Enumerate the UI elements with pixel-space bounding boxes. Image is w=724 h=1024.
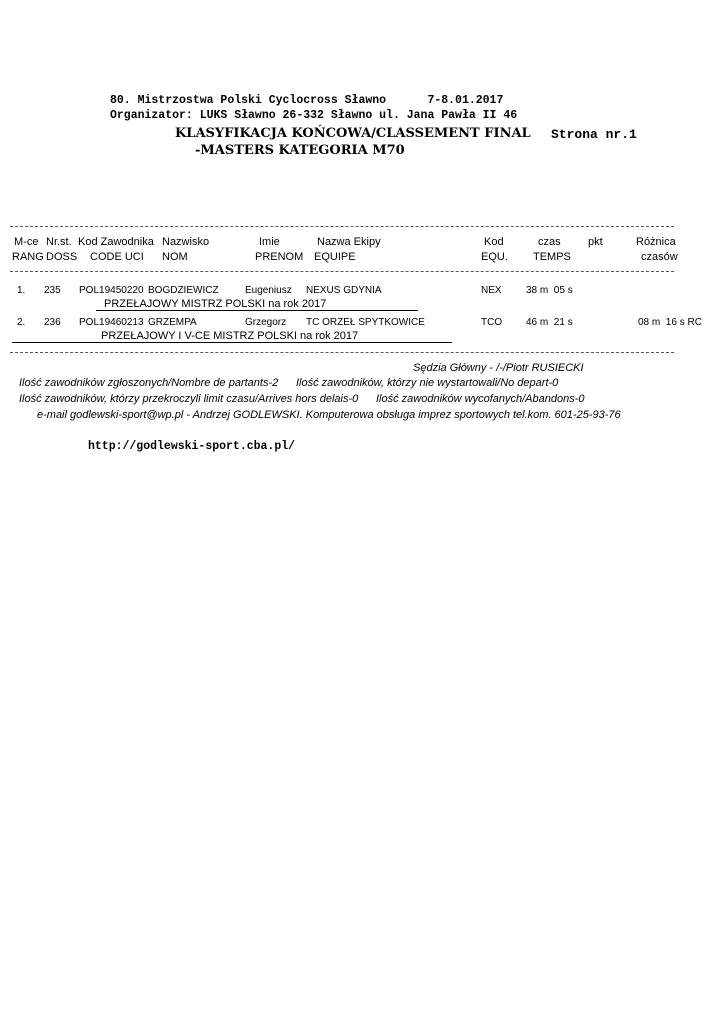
col-doss: DOSS — [46, 251, 78, 263]
col-rang: RANG — [12, 251, 44, 263]
result-title: PRZEŁAJOWY I V-CE MISTRZ POLSKI na rok 2017 — [101, 330, 359, 342]
row-underline — [96, 310, 418, 311]
divider-header — [10, 271, 674, 272]
result-team: NEXUS GDYNIA — [306, 285, 382, 296]
col-czas: czas — [538, 236, 561, 248]
result-place: 2. — [17, 317, 26, 328]
col-nazwisko: Nazwisko — [162, 236, 210, 248]
count-not-started: Ilość zawodników, którzy nie wystartowali/No depart-0 — [296, 377, 559, 389]
col-nrst: Nr.st. — [46, 236, 72, 248]
row-underline — [12, 342, 452, 343]
col-kod-zawodnika: Kod Zawodnika — [78, 236, 154, 248]
result-firstname: Eugeniusz — [245, 285, 292, 296]
result-code: NEX — [481, 285, 502, 296]
result-firstname: Grzegorz — [245, 317, 287, 328]
result-diff: 08 m 16 s RC — [638, 317, 702, 328]
result-dossard: 235 — [44, 285, 61, 296]
result-surname: BOGDZIEWICZ — [148, 285, 219, 296]
col-pkt: pkt — [588, 236, 603, 248]
result-title: PRZEŁAJOWY MISTRZ POLSKI na rok 2017 — [104, 298, 327, 310]
col-nom: NOM — [162, 251, 188, 263]
result-code: TCO — [481, 317, 503, 328]
count-time-limit: Ilość zawodników, którzy przekroczyli limit czasu/Arrives hors delais-0 — [19, 393, 359, 405]
result-time: 46 m 21 s — [526, 317, 573, 328]
col-temps: TEMPS — [533, 251, 571, 263]
organizer-line: Organizator: LUKS Sławno 26-332 Sławno ul. Jana Pawła II 46 — [110, 109, 518, 122]
chief-judge: Sędzia Główny - /-/Piotr RUSIECKI — [413, 362, 584, 374]
col-kod: Kod — [484, 236, 504, 248]
col-prenom: PRENOM — [255, 251, 304, 263]
result-time: 38 m 05 s — [526, 285, 573, 296]
result-place: 1. — [17, 285, 26, 296]
col-czasow: czasów — [641, 251, 678, 263]
col-equ: EQU. — [481, 251, 508, 263]
col-equipe: EQUIPE — [314, 251, 356, 263]
result-uci: POL19450220 — [79, 285, 144, 296]
event-title: 80. Mistrzostwa Polski Cyclocross Sławno 7-8.01.2017 — [110, 94, 504, 107]
contact-email: e-mail godlewski-sport@wp.pl - Andrzej GODLEWSKI. Komputerowa obsługa imprez sportowych tel.kom. 601-25-93-76 — [37, 409, 621, 421]
divider-bottom — [10, 352, 674, 353]
result-dossard: 236 — [44, 317, 61, 328]
count-abandons: Ilość zawodników wycofanych/Abandons-0 — [376, 393, 585, 405]
col-imie: Imie — [259, 236, 280, 248]
col-ekipa: Nazwa Ekipy — [317, 236, 381, 248]
result-uci: POL19460213 — [79, 317, 144, 328]
category-title: -MASTERS KATEGORIA M70 — [195, 143, 405, 158]
divider-top — [10, 226, 674, 227]
col-roznica: Różnica — [636, 236, 676, 248]
result-surname: GRZEMPA — [148, 317, 197, 328]
page-number: Strona nr.1 — [551, 127, 637, 142]
classification-title: KLASYFIKACJA KOŃCOWA/CLASSEMENT FINAL — [175, 126, 531, 141]
result-team: TC ORZEŁ SPYTKOWICE — [306, 317, 425, 328]
col-code-uci: CODE UCI — [90, 251, 144, 263]
col-mce: M-ce — [14, 236, 39, 248]
count-entered: Ilość zawodników zgłoszonych/Nombre de partants-2 — [19, 377, 279, 389]
website-url[interactable]: http://godlewski-sport.cba.pl/ — [88, 440, 296, 453]
